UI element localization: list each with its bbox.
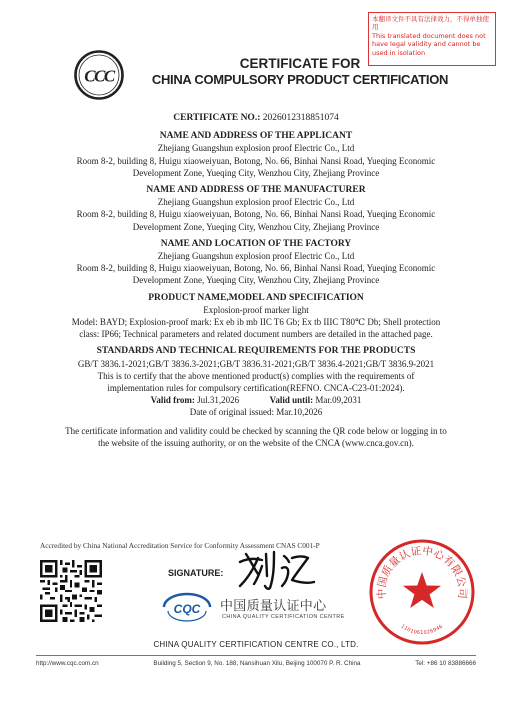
- product-model-line-1: Model: BAYD; Explosion-proof mark: Ex eb ib mb IIC T6 Gb; Ex tb IIIC T80℃ Db; Shell protection: [71, 317, 441, 328]
- valid-from-label: Valid from:: [150, 395, 195, 406]
- certify-statement-line-2: implementation rules for compulsory certification(REFNO. CNCA-C23-01:2024).: [107, 383, 405, 394]
- manufacturer-heading: NAME AND ADDRESS OF THE MANUFACTURER: [146, 185, 366, 196]
- cqc-name-chinese: 中国质量认证中心: [220, 599, 327, 614]
- translation-notice-cn: 本翻译文件不具有法律效力，不得单独使用: [372, 15, 489, 32]
- verify-line-1: The certificate information and validity could be checked by scanning the QR code below or logging in to: [65, 425, 447, 436]
- ccc-logo: [74, 50, 124, 100]
- applicant-heading: NAME AND ADDRESS OF THE APPLICANT: [159, 131, 353, 142]
- factory-name: Zhejiang Guangshun explosion proof Electric Co., Ltd: [157, 251, 355, 262]
- valid-until-date: Mar.09,2031: [315, 395, 362, 406]
- certificate-number: 2026012318851074: [262, 113, 339, 123]
- certificate-number-label: CERTIFICATE NO.:: [173, 113, 261, 123]
- product-heading: PRODUCT NAME,MODEL AND SPECIFICATION: [148, 292, 364, 303]
- applicant-address-line-1: Room 8-2, building 8, Huigu xiaoweiyuan, Botong, No. 66, Binhai Nansi Road, Yueqing Economic: [76, 155, 436, 166]
- standards-list: GB/T 3836.1-2021;GB/T 3836.3-2021;GB/T 3836.31-2021;GB/T 3836.4-2021;GB/T 3836.9-2021: [77, 358, 435, 369]
- valid-until-label: Valid until:: [269, 395, 314, 406]
- manufacturer-address-line-1: Room 8-2, building 8, Huigu xiaoweiyuan, Botong, No. 66, Binhai Nansi Road, Yueqing Economic: [76, 209, 436, 220]
- factory-heading: NAME AND LOCATION OF THE FACTORY: [160, 238, 352, 249]
- issuer-name: CHINA QUALITY CERTIFICATION CENTRE CO., LTD.: [153, 640, 359, 649]
- original-issue-row: [20, 406, 492, 418]
- seal-number: 1101061026946: [399, 623, 445, 637]
- manufacturer-name: Zhejiang Guangshun explosion proof Electric Co., Ltd: [157, 197, 355, 208]
- cqc-logo-text: CQC: [173, 602, 201, 616]
- cqc-name-english: CHINA QUALITY CERTIFICATION CENTRE: [222, 614, 345, 620]
- certify-statement-line-1: This is to certify that the above mentioned product(s) complies with the requirements of: [97, 370, 415, 381]
- factory-address-line-2: Development Zone, Yueqing City, Wenzhou City, Zhejiang Province: [132, 275, 380, 286]
- applicant-name: Zhejiang Guangshun explosion proof Electric Co., Ltd: [157, 143, 355, 154]
- applicant-address-line-2: Development Zone, Yueqing City, Wenzhou City, Zhejiang Province: [132, 167, 380, 178]
- seal-star-icon: [403, 572, 441, 608]
- cqc-logo: [160, 592, 214, 622]
- ccc-logo-text: CCC: [84, 66, 114, 86]
- footer-divider: [36, 655, 476, 656]
- title-line-2: CHINA COMPULSORY PRODUCT CERTIFICATION: [151, 72, 449, 87]
- certificate-number-row: [20, 112, 492, 124]
- qr-code-icon[interactable]: [40, 560, 102, 622]
- footer-website-link[interactable]: http://www.cqc.com.cn: [36, 660, 99, 667]
- footer-address: Building 5, Section 9, No. 188, Nansihuan Xilu, Beijing 100070 P. R. China: [153, 660, 361, 667]
- footer: [36, 660, 476, 667]
- translation-notice-en: This translated document does not have legal validity and cannot be used in isolation: [372, 31, 486, 57]
- product-model-line-2: class: IP66; Technical parameters and related document numbers are detailed in the attached page.: [79, 329, 433, 340]
- original-issue-date: Mar.10,2026: [276, 407, 323, 418]
- verify-line-2: the website of the issuing authority, or on the website of the CNCA (www.cnca.gov.cn).: [98, 437, 414, 448]
- footer-phone: Tel: +86 10 83886666: [415, 660, 476, 667]
- standards-heading: STANDARDS AND TECHNICAL REQUIREMENTS FOR THE PRODUCTS: [96, 346, 416, 357]
- official-seal: [368, 538, 476, 646]
- accreditation-note: Accredited by China National Accreditation Service for Conformity Assessment CNAS C001-P: [40, 541, 320, 550]
- certificate-title: [150, 56, 450, 88]
- factory-address-line-1: Room 8-2, building 8, Huigu xiaoweiyuan, Botong, No. 66, Binhai Nansi Road, Yueqing Economic: [76, 263, 436, 274]
- signature-label: SIGNATURE:: [168, 568, 224, 578]
- certificate-body: [20, 112, 492, 449]
- signature-image: [232, 546, 318, 594]
- original-issue-label: Date of original issued:: [189, 407, 274, 418]
- title-line-1: CERTIFICATE FOR: [239, 56, 361, 71]
- validity-row: [20, 394, 492, 406]
- manufacturer-address-line-2: Development Zone, Yueqing City, Wenzhou City, Zhejiang Province: [132, 221, 380, 232]
- seal-text: 中国质量认证中心有限公司: [375, 545, 469, 600]
- product-name: Explosion-proof marker light: [203, 304, 309, 315]
- seal-number-arc: [400, 624, 445, 637]
- valid-from-date: Jul.31,2026: [197, 395, 240, 406]
